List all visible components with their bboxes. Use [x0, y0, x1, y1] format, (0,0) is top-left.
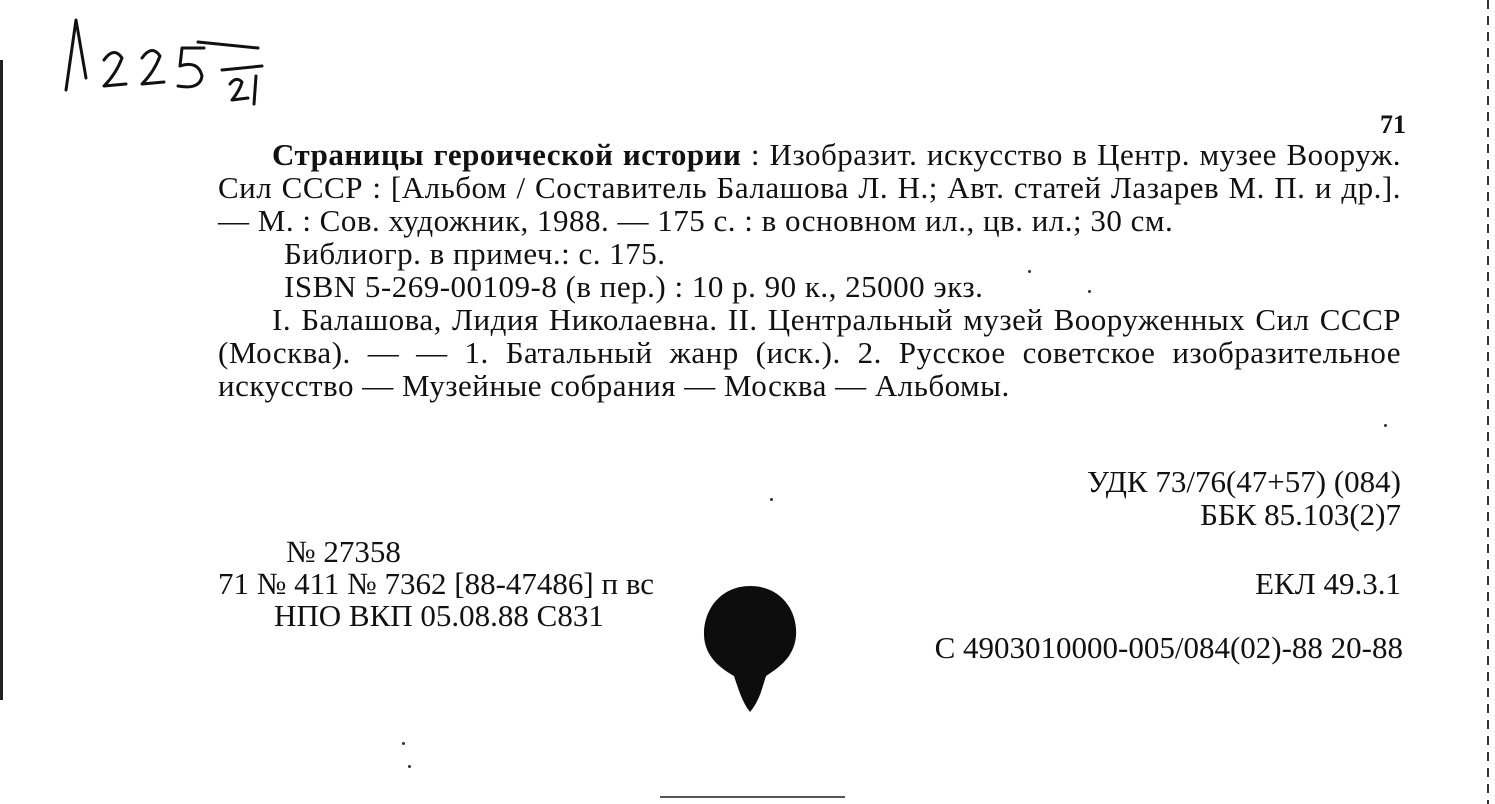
handwritten-shelf-mark-drawing — [58, 8, 298, 108]
entry-title: Страницы героической истории — [272, 137, 742, 172]
corner-mark: 71 — [1380, 110, 1406, 139]
main-description — [218, 138, 1401, 237]
isbn-line: ISBN 5-269-00109-8 (в пер.) : 10 р. 90 к., 25000 экз. — [284, 269, 984, 304]
udk-code: УДК 73/76(47+57) (084) — [1086, 464, 1401, 499]
subject-headings: I. Балашова, Лидия Николаевна. II. Центральный музей Вооруженных Сил СССР (Москва). — — 1. Батальный жанр (иск.). 2. Русское советское изобразительное искусство — Музейные собрания — Москва — Альбомы. — [218, 302, 1401, 403]
registry-number: № 27358 — [286, 534, 401, 569]
bbk-code: ББК 85.103(2)7 — [1200, 497, 1401, 532]
ink-blot — [700, 584, 800, 714]
bibliographic-entry — [218, 138, 1401, 402]
ekl-code: ЕКЛ 49.3.1 — [1255, 566, 1401, 601]
registry-line: 71 № 411 № 7362 [88-47486] п вс — [218, 566, 655, 601]
entry-description: : Изобразит. искусство в Центр. музее Вооруж. Сил СССР : [Альбом / Составитель Балашова Л. Н.; Авт. статей Лазарев М. П. и др.]. — М. : Сов. художник, 1988. — 175 с. : в основном ил., цв. ил.; 30 см. — [218, 137, 1401, 238]
card-right-edge — [1487, 0, 1489, 804]
bibliography-note: Библиогр. в примеч.: с. 175. — [284, 236, 666, 271]
card-left-edge — [0, 60, 3, 700]
card-bottom-edge — [660, 796, 845, 798]
handwritten-shelf-mark — [58, 8, 298, 108]
registry-npo: НПО ВКП 05.08.88 С831 — [274, 598, 604, 633]
publisher-cipher: С 4903010000-005/084(02)-88 20-88 — [934, 630, 1403, 665]
